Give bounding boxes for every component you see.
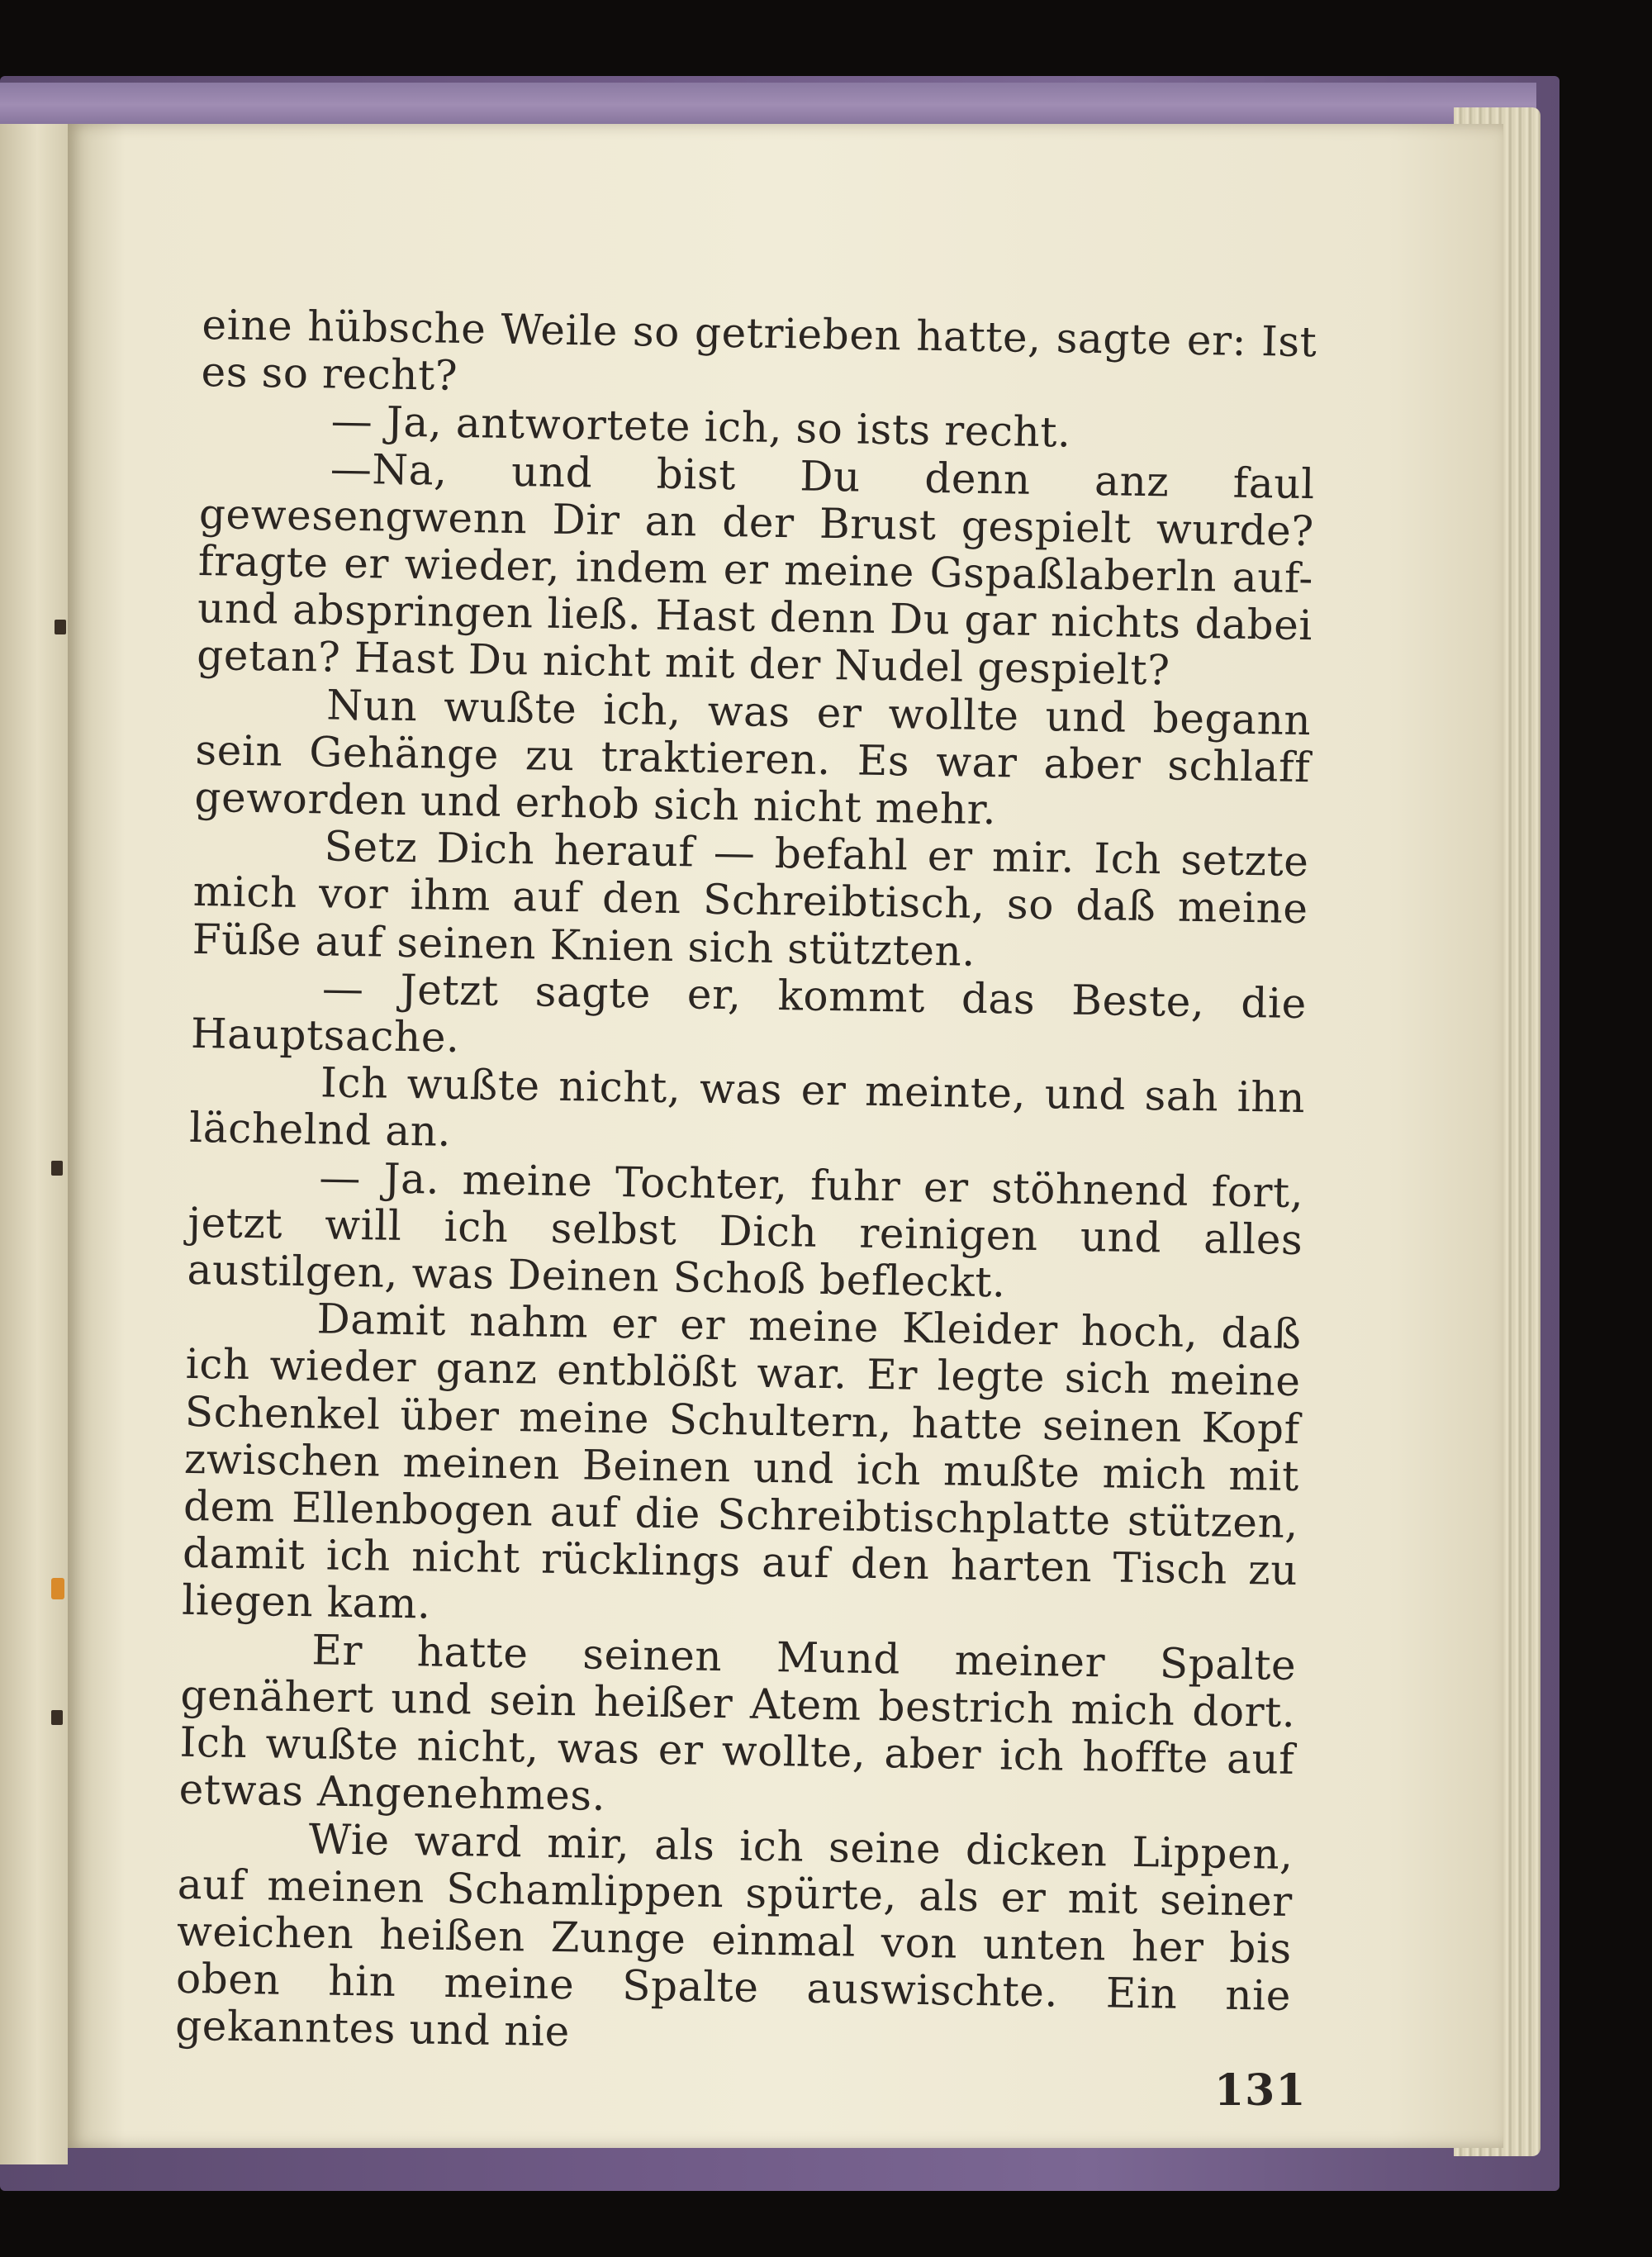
margin-mark-orange xyxy=(51,1578,64,1599)
paragraph: — Ja. meine Tochter, fuhr er stöhnend fort, jetzt will ich selbst Dich reinigen und alles austilgen, was Deinen Schoß befleckt. xyxy=(187,1153,1304,1307)
paragraph: Ich wußte nicht, was er meinte, und sah ihn lächelnd an. xyxy=(188,1058,1306,1157)
paragraph: — Ja, antwortete ich, so ists recht. xyxy=(330,397,1072,457)
paragraph: Er hatte seinen Mund meiner Spalte genähert und sein heißer Atem bestrich mich dort. Ich wußte nicht, was er wollte, aber ich hoffte auf etwas Angenehmes. xyxy=(178,1625,1297,1821)
paragraph: eine hübsche Weile so getrieben hatte, sagte er: Ist es so recht? xyxy=(201,301,1317,401)
paragraph: — Jetzt sagte er, kommt das Beste, die Hauptsache. xyxy=(190,964,1308,1062)
paragraph: Wie ward mir, als ich seine dicken Lippen, auf meinen Schamlippen spürte, als er mit seiner weichen heißen Zunge einmal von unten her bis oben hin meine Spalte auswischte. Ein nie gekanntes und nie xyxy=(174,1814,1294,2056)
margin-mark xyxy=(51,1710,63,1725)
paragraph: Damit nahm er er meine Kleider hoch, daß ich wieder ganz entblößt war. Er legte sich meine Schenkel über meine Schultern, hatte seinen Kopf zwischen meinen Beinen und ich mußte mich mit dem Ellenbogen auf die Schreibtischplatte stützen, damit ich nicht rücklings auf den harten Tisch zu liegen kam. xyxy=(181,1295,1302,1629)
left-facing-page xyxy=(0,124,68,2164)
paragraph: Nun wußte ich, was er wollte und begann sein Gehänge zu traktieren. Es war aber schlaff geworden und erhob sich nicht mehr. xyxy=(194,681,1312,834)
page-number: 131 xyxy=(1214,2065,1307,2116)
margin-mark xyxy=(51,1161,63,1176)
page-text xyxy=(175,302,1317,2067)
paragraph: Setz Dich herauf — befahl er mir. Ich setzte mich vor ihm auf den Schreibtisch, so daß meine Füße auf seinen Knien sich stützten. xyxy=(192,822,1309,976)
margin-mark xyxy=(55,620,66,634)
paragraph: —Na, und bist Du denn anz faul gewesengwenn Dir an der Brust gespielt wurde? fragte er wieder, indem er meine Gspaßlaberln auf- und abspringen ließ. Hast denn Du gar nichts dabei getan? Hast Du nicht mit der Nudel gespielt? xyxy=(196,444,1316,695)
